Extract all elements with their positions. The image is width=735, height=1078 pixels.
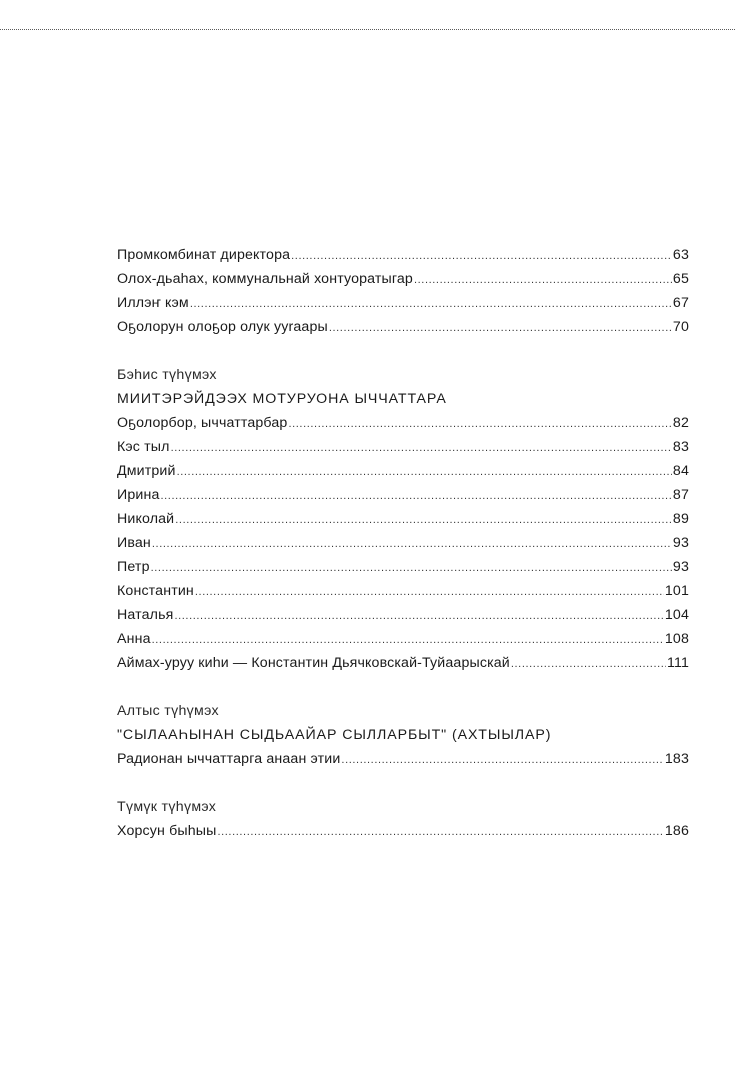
entry-page: 65: [672, 271, 689, 287]
toc-entry: [117, 583, 689, 607]
entry-title: Оҕолорбор, ыччаттарбар: [117, 415, 288, 431]
toc-entry: [117, 559, 689, 583]
entry-title: Петр: [117, 559, 150, 575]
dot-leader: [511, 655, 666, 671]
toc-entry: [117, 655, 689, 679]
entry-page: 63: [672, 247, 689, 263]
entry-page: 104: [664, 607, 689, 623]
entry-page: 108: [664, 631, 689, 647]
toc-entry: [117, 631, 689, 655]
entry-title: Наталья: [117, 607, 174, 623]
toc-entry: [117, 535, 689, 559]
entry-page: 87: [672, 487, 689, 503]
section-label: Алтыс түһүмэх: [117, 703, 219, 719]
dot-leader: [152, 631, 664, 647]
entry-page: 101: [664, 583, 689, 599]
entry-page: 186: [664, 823, 689, 839]
dot-leader: [414, 271, 672, 287]
toc-entry: [117, 247, 689, 271]
entry-page: 82: [672, 415, 689, 431]
dot-leader: [217, 823, 663, 839]
dot-leader: [177, 463, 672, 479]
entry-page: 93: [672, 559, 689, 575]
intro-entries: [117, 247, 689, 343]
toc-entry: [117, 487, 689, 511]
toc-entry: [117, 511, 689, 535]
dot-leader: [291, 247, 672, 263]
entry-page: 111: [666, 655, 689, 671]
toc-entry: [117, 823, 689, 847]
toc-section: [117, 367, 689, 679]
toc-entry: [117, 751, 689, 775]
entry-title: Дмитрий: [117, 463, 176, 479]
dot-leader: [190, 295, 672, 311]
entry-title: Хорсун быһыы: [117, 823, 217, 839]
entry-page: 93: [672, 535, 689, 551]
toc-entry: [117, 295, 689, 319]
entry-page: 84: [672, 463, 689, 479]
toc-entry: [117, 607, 689, 631]
section-heading: МИИТЭРЭЙДЭЭХ МОТУРУОНА ЫЧЧАТТАРА: [117, 391, 447, 407]
section-heading: "СЫЛААҺЫНАН СЫДЬААЙАР СЫЛЛАРБЫТ" (АХТЫЫЛАР): [117, 727, 552, 743]
dot-leader: [152, 535, 672, 551]
toc-entry: [117, 415, 689, 439]
dot-leader: [174, 607, 663, 623]
section-label: Түмүк түһүмэх: [117, 799, 217, 815]
entry-title: Анна: [117, 631, 151, 647]
entry-title: Олох-дьаһах, коммунальнай хонтуоратыгар: [117, 271, 413, 287]
toc-section: [117, 703, 689, 775]
entry-title: Радионан ыччаттарга анаан этии: [117, 751, 341, 767]
entry-page: 89: [672, 511, 689, 527]
dot-leader: [195, 583, 664, 599]
table-of-contents: [117, 247, 689, 847]
toc-entry: [117, 439, 689, 463]
top-dotted-rule: [0, 29, 735, 30]
entry-title: Оҕолорун олоҕор олук ууraары: [117, 319, 328, 335]
entry-title: Николай: [117, 511, 175, 527]
dot-leader: [288, 415, 671, 431]
entry-title: Промкомбинат директора: [117, 247, 291, 263]
entry-title: Иван: [117, 535, 151, 551]
toc-entry: [117, 463, 689, 487]
toc-entry: [117, 271, 689, 295]
entry-title: Кэс тыл: [117, 439, 170, 455]
dot-leader: [151, 559, 672, 575]
dot-leader: [175, 511, 672, 527]
entry-page: 67: [672, 295, 689, 311]
entry-title: Ирина: [117, 487, 160, 503]
dot-leader: [329, 319, 672, 335]
toc-entry: [117, 319, 689, 343]
entry-page: 183: [664, 751, 689, 767]
entry-title: Аймах-уруу киһи — Константин Дьячковскай-Туйаарыскай: [117, 655, 510, 671]
dot-leader: [341, 751, 663, 767]
entry-title: Иллэҥ кэм: [117, 295, 189, 311]
entry-page: 83: [672, 439, 689, 455]
section-label: Бэһис түһүмэх: [117, 367, 217, 383]
toc-section: [117, 799, 689, 847]
entry-title: Константин: [117, 583, 194, 599]
dot-leader: [171, 439, 672, 455]
entry-page: 70: [672, 319, 689, 335]
dot-leader: [161, 487, 672, 503]
